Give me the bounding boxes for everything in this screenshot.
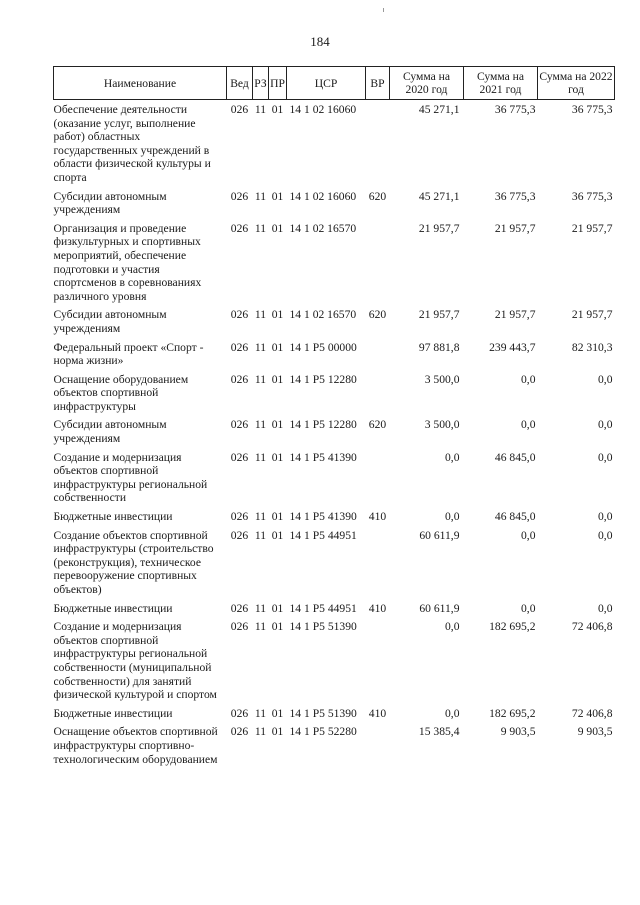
row-sum-2022: 9 903,5 bbox=[577, 725, 613, 739]
row-sum-2021: 0,0 bbox=[521, 418, 536, 432]
row-sum-2020: 3 500,0 bbox=[424, 418, 460, 432]
page-number: 184 bbox=[310, 34, 330, 49]
row-rz: 11 bbox=[254, 418, 267, 432]
row-sum-2021: 239 443,7 bbox=[489, 340, 536, 354]
header-name: Наименование bbox=[54, 67, 227, 100]
table-row bbox=[54, 100, 615, 190]
table-row bbox=[54, 308, 615, 340]
row-ved: 026 bbox=[230, 450, 249, 464]
row-vr: 410 bbox=[368, 510, 387, 524]
row-sum-2021: 36 775,3 bbox=[494, 103, 536, 116]
row-sum-2020: 3 500,0 bbox=[424, 372, 460, 386]
row-sum-2022: 82 310,3 bbox=[571, 340, 613, 354]
row-vr: 410 bbox=[368, 601, 387, 615]
row-name: Бюджетные инвестиции bbox=[53, 601, 173, 615]
row-name: Субсидии автономным учреждениям bbox=[53, 418, 167, 446]
header-vr: ВР bbox=[366, 67, 390, 100]
table-row bbox=[54, 341, 615, 373]
row-rz: 11 bbox=[254, 510, 267, 524]
row-ved: 026 bbox=[230, 601, 249, 615]
row-sum-2020: 45 271,1 bbox=[418, 189, 460, 203]
row-sum-2020: 0,0 bbox=[445, 510, 460, 524]
row-ved: 026 bbox=[230, 103, 249, 116]
row-sum-2021: 0,0 bbox=[521, 528, 536, 542]
row-csr: 14 1 02 16060 bbox=[289, 103, 357, 116]
row-rz: 11 bbox=[254, 340, 267, 354]
row-pr: 01 bbox=[271, 372, 284, 386]
row-name: Федеральный проект «Спорт - норма жизни» bbox=[53, 340, 204, 368]
row-name: Оснащение оборудованием объектов спортивной инфраструктуры bbox=[53, 372, 189, 413]
header-pr: ПР bbox=[269, 67, 287, 100]
row-sum-2021: 0,0 bbox=[521, 601, 536, 615]
row-pr: 01 bbox=[271, 601, 284, 615]
row-rz: 11 bbox=[254, 450, 267, 464]
row-pr: 01 bbox=[271, 528, 284, 542]
row-sum-2022: 72 406,8 bbox=[571, 620, 613, 634]
budget-table bbox=[53, 66, 615, 771]
row-sum-2020: 0,0 bbox=[445, 706, 460, 720]
row-sum-2021: 9 903,5 bbox=[500, 725, 536, 739]
row-pr: 01 bbox=[271, 418, 284, 432]
row-sum-2021: 21 957,7 bbox=[494, 308, 536, 322]
row-rz: 11 bbox=[254, 725, 267, 739]
row-ved: 026 bbox=[230, 528, 249, 542]
scan-mark bbox=[383, 8, 384, 12]
row-ved: 026 bbox=[230, 706, 249, 720]
row-csr: 14 1 02 16060 bbox=[289, 189, 357, 203]
row-rz: 11 bbox=[254, 620, 267, 634]
row-sum-2022: 21 957,7 bbox=[571, 221, 613, 235]
row-ved: 026 bbox=[230, 372, 249, 386]
row-sum-2021: 21 957,7 bbox=[494, 221, 536, 235]
row-ved: 026 bbox=[230, 418, 249, 432]
row-name: Субсидии автономным учреждениям bbox=[53, 189, 167, 217]
row-ved: 026 bbox=[230, 340, 249, 354]
row-sum-2020: 21 957,7 bbox=[418, 221, 460, 235]
row-vr bbox=[366, 725, 390, 771]
row-sum-2021: 182 695,2 bbox=[489, 620, 536, 634]
row-pr: 01 bbox=[271, 308, 284, 322]
table-row bbox=[54, 190, 615, 222]
header-sum-2021: Сумма на 2021 год bbox=[464, 67, 538, 100]
table-row bbox=[54, 707, 615, 726]
row-csr: 14 1 P5 44951 bbox=[289, 601, 357, 615]
row-sum-2020: 21 957,7 bbox=[418, 308, 460, 322]
row-csr: 14 1 P5 44951 bbox=[289, 528, 357, 542]
row-csr: 14 1 P5 51390 bbox=[289, 706, 357, 720]
table-row bbox=[54, 222, 615, 309]
row-name: Организация и проведение физкультурных и спортивных мероприятий, обеспечение подготовки и участия спортсменов в соревнованиях различного уровня bbox=[53, 221, 202, 303]
row-sum-2020: 0,0 bbox=[445, 450, 460, 464]
row-vr bbox=[366, 529, 390, 602]
row-sum-2022: 0,0 bbox=[598, 418, 613, 432]
table-row bbox=[54, 725, 615, 771]
row-pr: 01 bbox=[271, 189, 284, 203]
row-name: Субсидии автономным учреждениям bbox=[53, 308, 167, 335]
row-ved: 026 bbox=[230, 221, 249, 235]
row-sum-2020: 97 881,8 bbox=[418, 340, 460, 354]
row-rz: 11 bbox=[254, 706, 267, 720]
row-rz: 11 bbox=[254, 528, 267, 542]
row-name: Создание объектов спортивной инфраструктуры (строительство (реконструкция), техническое перевооружение спортивных объектов) bbox=[53, 528, 214, 596]
row-sum-2020: 45 271,1 bbox=[418, 103, 460, 116]
row-ved: 026 bbox=[230, 308, 249, 322]
row-sum-2021: 182 695,2 bbox=[489, 706, 536, 720]
row-ved: 026 bbox=[230, 620, 249, 634]
table-row bbox=[54, 602, 615, 621]
row-vr bbox=[366, 222, 390, 309]
row-csr: 14 1 P5 00000 bbox=[289, 340, 357, 354]
row-sum-2021: 36 775,3 bbox=[494, 189, 536, 203]
row-name: Бюджетные инвестиции bbox=[53, 706, 173, 720]
row-pr: 01 bbox=[271, 706, 284, 720]
table-row bbox=[54, 373, 615, 419]
header-sum-2020: Сумма на 2020 год bbox=[390, 67, 464, 100]
header-sum-2022: Сумма на 2022 год bbox=[538, 67, 615, 100]
row-pr: 01 bbox=[271, 725, 284, 739]
row-sum-2022: 0,0 bbox=[598, 528, 613, 542]
table-row bbox=[54, 451, 615, 510]
row-rz: 11 bbox=[254, 221, 267, 235]
row-sum-2020: 15 385,4 bbox=[418, 725, 460, 739]
row-csr: 14 1 P5 41390 bbox=[289, 510, 357, 524]
row-vr: 410 bbox=[368, 706, 387, 720]
row-rz: 11 bbox=[254, 308, 267, 322]
row-vr bbox=[366, 620, 390, 707]
row-pr: 01 bbox=[271, 450, 284, 464]
row-vr bbox=[366, 100, 390, 190]
row-sum-2022: 72 406,8 bbox=[571, 706, 613, 720]
row-sum-2022: 36 775,3 bbox=[571, 189, 613, 203]
row-vr bbox=[366, 373, 390, 419]
table-row bbox=[54, 510, 615, 529]
header-ved: Вед bbox=[227, 67, 253, 100]
row-name: Создание и модернизация объектов спортивной инфраструктуры региональной собственности (муниципальной собственности) для занятий физической культурой и спортом bbox=[53, 620, 217, 702]
row-sum-2022: 0,0 bbox=[598, 372, 613, 386]
row-vr: 620 bbox=[368, 308, 387, 322]
row-vr bbox=[366, 341, 390, 373]
row-sum-2021: 46 845,0 bbox=[494, 510, 536, 524]
header-rz: РЗ bbox=[253, 67, 269, 100]
row-csr: 14 1 02 16570 bbox=[289, 308, 357, 322]
table-row bbox=[54, 529, 615, 602]
row-csr: 14 1 P5 12280 bbox=[289, 418, 357, 432]
row-sum-2022: 0,0 bbox=[598, 510, 613, 524]
row-vr: 620 bbox=[368, 418, 387, 432]
row-sum-2020: 0,0 bbox=[445, 620, 460, 634]
row-pr: 01 bbox=[271, 103, 284, 116]
table-row bbox=[54, 418, 615, 450]
row-ved: 026 bbox=[230, 725, 249, 739]
row-name: Обеспечение деятельности (оказание услуг, выполнение работ) областных государственных учреждений в области физической культуры и спорта bbox=[53, 103, 211, 184]
row-pr: 01 bbox=[271, 221, 284, 235]
row-csr: 14 1 P5 41390 bbox=[289, 450, 357, 464]
row-rz: 11 bbox=[254, 372, 267, 386]
row-sum-2022: 0,0 bbox=[598, 601, 613, 615]
row-pr: 01 bbox=[271, 340, 284, 354]
row-rz: 11 bbox=[254, 103, 267, 116]
row-sum-2022: 21 957,7 bbox=[571, 308, 613, 322]
row-csr: 14 1 P5 12280 bbox=[289, 372, 357, 386]
table-body bbox=[54, 100, 615, 772]
table-header bbox=[54, 67, 615, 100]
row-ved: 026 bbox=[230, 510, 249, 524]
header-csr: ЦСР bbox=[287, 67, 366, 100]
row-sum-2020: 60 611,9 bbox=[419, 528, 460, 542]
row-vr: 620 bbox=[368, 189, 387, 203]
row-pr: 01 bbox=[271, 620, 284, 634]
row-rz: 11 bbox=[254, 189, 267, 203]
row-csr: 14 1 P5 51390 bbox=[289, 620, 357, 634]
row-csr: 14 1 02 16570 bbox=[289, 221, 357, 235]
row-sum-2022: 0,0 bbox=[598, 450, 613, 464]
row-sum-2020: 60 611,9 bbox=[419, 601, 460, 615]
row-ved: 026 bbox=[230, 189, 249, 203]
row-vr bbox=[366, 451, 390, 510]
row-pr: 01 bbox=[271, 510, 284, 524]
row-sum-2022: 36 775,3 bbox=[571, 103, 613, 116]
table-row bbox=[54, 620, 615, 707]
row-csr: 14 1 P5 52280 bbox=[289, 725, 357, 739]
row-name: Бюджетные инвестиции bbox=[53, 510, 173, 524]
row-sum-2021: 46 845,0 bbox=[494, 450, 536, 464]
row-name: Создание и модернизация объектов спортивной инфраструктуры региональной собственности bbox=[53, 450, 208, 505]
row-name: Оснащение объектов спортивной инфраструктуры спортивно-технологическим оборудованием bbox=[53, 725, 218, 766]
row-sum-2021: 0,0 bbox=[521, 372, 536, 386]
row-rz: 11 bbox=[254, 601, 267, 615]
